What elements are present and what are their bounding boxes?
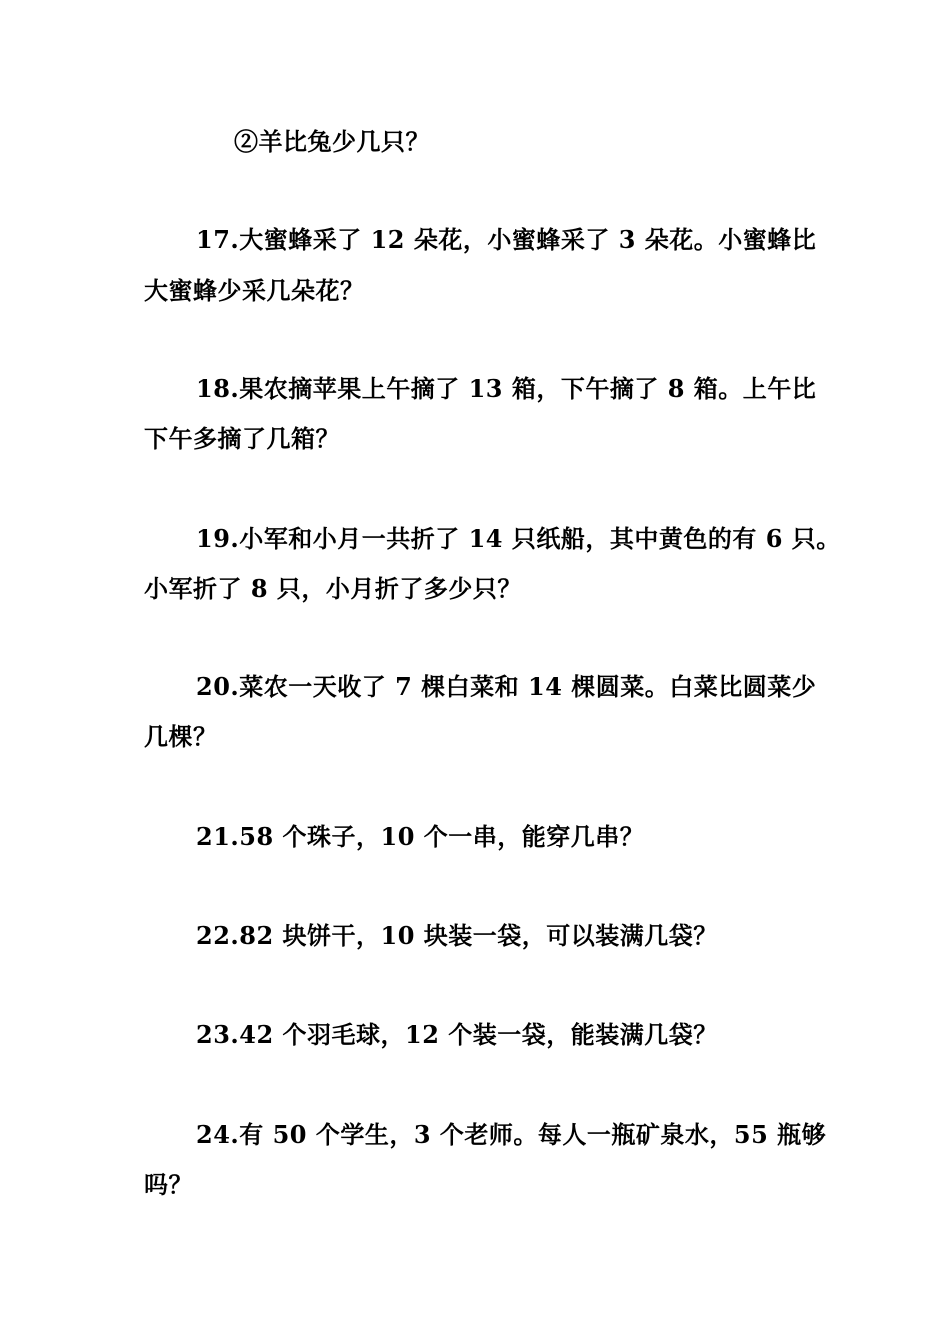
problem-22: 22.82 块饼干，10 块装一袋，可以装满几袋？: [196, 921, 718, 950]
problem-23: 23.42 个羽毛球，12 个装一袋，能装满几袋？: [196, 1020, 718, 1049]
problem-17-line-1: 17.大蜜蜂采了 12 朵花，小蜜蜂采了 3 朵花。小蜜蜂比: [196, 225, 817, 254]
problem-21: 21.58 个珠子，10 个一串，能穿几串？: [196, 822, 645, 851]
problem-20-line-2: 几棵？: [144, 722, 218, 751]
problem-20-line-1: 20.菜农一天收了 7 棵白菜和 14 棵圆菜。白菜比圆菜少: [196, 672, 817, 701]
problem-19-line-1: 19.小军和小月一共折了 14 只纸船，其中黄色的有 6 只。: [196, 524, 841, 553]
problem-19-line-2: 小军折了 8 只，小月折了多少只？: [144, 574, 522, 603]
problem-24-line-2: 吗？: [144, 1170, 193, 1199]
problem-17-line-2: 大蜜蜂少采几朵花？: [144, 276, 365, 305]
problem-18-line-2: 下午多摘了几箱？: [144, 424, 340, 453]
problem-24-line-1: 24.有 50 个学生，3 个老师。每人一瓶矿泉水，55 瓶够: [196, 1120, 827, 1149]
problem-18-line-1: 18.果农摘苹果上午摘了 13 箱，下午摘了 8 箱。上午比: [196, 374, 817, 403]
subquestion-2: ②羊比兔少几只？: [234, 127, 430, 156]
